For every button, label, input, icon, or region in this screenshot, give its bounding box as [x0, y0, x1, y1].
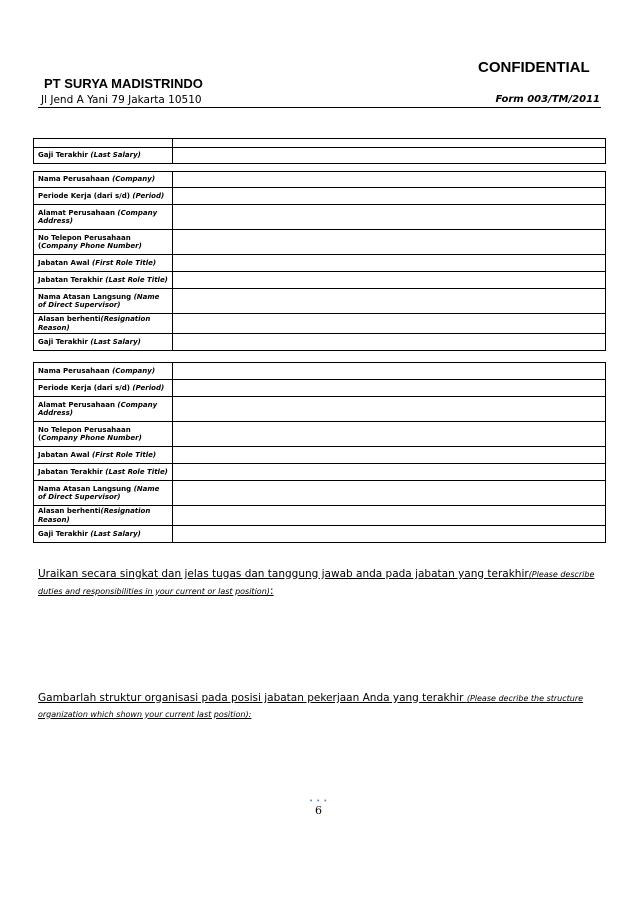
duties-prompt: [38, 565, 603, 599]
table-row: [34, 289, 606, 314]
field-label: [34, 230, 173, 255]
label-en: (Resignation Reason): [38, 315, 151, 332]
field-input[interactable]: [173, 447, 606, 464]
label-en: (Last Role Title): [105, 467, 168, 476]
field-input[interactable]: [173, 255, 606, 272]
page-number: 6: [315, 804, 322, 817]
label-en: (Period): [132, 191, 165, 200]
table-row: [34, 481, 606, 506]
label-id: Gaji Terakhir: [38, 151, 91, 160]
label-en: (Company Address): [38, 208, 158, 225]
label-id: Periode Kerja (dari s/d): [38, 383, 133, 392]
field-input[interactable]: [173, 363, 606, 380]
table-row: [34, 230, 606, 255]
table-row: [34, 188, 606, 205]
employment-history-table-1: [33, 171, 606, 351]
label-id: Jabatan Awal: [38, 450, 92, 459]
table-row: [34, 334, 606, 351]
field-input[interactable]: [173, 526, 606, 543]
header-divider: [38, 107, 601, 108]
field-label: [34, 526, 173, 543]
employment-history-table-2: [33, 362, 606, 543]
field-input[interactable]: [173, 481, 606, 506]
table-row: [34, 363, 606, 380]
org-prompt-id: Gambarlah struktur organisasi pada posisi jabatan pekerjaan Anda yang terakhir: [38, 692, 467, 704]
last-salary-table: [33, 138, 606, 164]
label-en: (Company): [112, 175, 156, 184]
field-label: [34, 139, 173, 148]
label-en: (Resignation Reason): [38, 507, 151, 524]
label-en: (Last Salary): [90, 529, 141, 538]
field-input[interactable]: [173, 422, 606, 447]
label-id: Alasan berhenti: [38, 315, 101, 323]
duties-prompt-en: (Please describe duties and responsibilities in your current or last position): [38, 570, 595, 596]
label-id: No Telepon Perusahaan (: [38, 233, 131, 250]
label-en: (Company Address): [38, 400, 158, 417]
table-row: [34, 422, 606, 447]
label-en: (Name of Direct Supervisor): [38, 292, 160, 309]
field-input[interactable]: [173, 230, 606, 255]
org-structure-prompt: [38, 689, 603, 721]
field-input[interactable]: [173, 205, 606, 230]
form-number: Form 003/TM/2011: [495, 94, 600, 105]
field-input[interactable]: [173, 172, 606, 188]
field-input[interactable]: [173, 380, 606, 397]
duties-prompt-colon: :: [269, 584, 274, 597]
field-label: [34, 314, 173, 334]
field-input[interactable]: [173, 139, 606, 148]
field-label: [34, 334, 173, 351]
table-row: [34, 397, 606, 422]
label-en: (Company): [112, 366, 156, 375]
label-id: Alamat Perusahaan: [38, 400, 118, 409]
field-label: [34, 506, 173, 526]
field-label: [34, 447, 173, 464]
table-row: [34, 139, 606, 148]
label-en: (Name of Direct Supervisor): [38, 484, 160, 501]
label-en: (Last Salary): [90, 337, 141, 346]
field-label: [34, 148, 173, 164]
confidential-label: CONFIDENTIAL: [478, 59, 590, 76]
label-en: (Last Role Title): [105, 275, 168, 284]
label-id: Nama Perusahaan: [38, 366, 113, 375]
label-id: Nama Atasan Langsung: [38, 484, 134, 493]
company-name: PT SURYA MADISTRINDO: [44, 76, 203, 91]
table-row: [34, 172, 606, 188]
field-label: [34, 380, 173, 397]
table-row: [34, 526, 606, 543]
field-label: [34, 272, 173, 289]
label-id: Gaji Terakhir: [38, 337, 91, 346]
field-input[interactable]: [173, 314, 606, 334]
field-input[interactable]: [173, 506, 606, 526]
table-row: [34, 314, 606, 334]
label-id: Nama Perusahaan: [38, 175, 113, 184]
label-id: Jabatan Awal: [38, 258, 92, 267]
field-label: [34, 481, 173, 506]
table-row: [34, 148, 606, 164]
field-label: [34, 255, 173, 272]
company-address: Jl Jend A Yani 79 Jakarta 10510: [41, 94, 202, 106]
label-id: Alamat Perusahaan: [38, 208, 118, 217]
label-en: (First Role Title): [92, 258, 157, 267]
label-id: Periode Kerja (dari s/d): [38, 191, 133, 200]
table-row: [34, 255, 606, 272]
label-en: Company Phone Number): [41, 434, 142, 442]
label-en: (First Role Title): [92, 450, 157, 459]
org-prompt-en: (Please decribe the structure organization which shown your current last position):: [38, 694, 584, 719]
field-label: [34, 422, 173, 447]
field-label: [34, 289, 173, 314]
label-en: (Last Salary): [90, 151, 141, 160]
table-row: [34, 205, 606, 230]
table-row: [34, 380, 606, 397]
label-id: Jabatan Terakhir: [38, 467, 106, 476]
label-id: Jabatan Terakhir: [38, 275, 106, 284]
field-label: [34, 205, 173, 230]
table-row: [34, 464, 606, 481]
label-id: No Telepon Perusahaan (: [38, 425, 131, 442]
label-id: Gaji Terakhir: [38, 529, 91, 538]
label-en: (Period): [132, 383, 165, 392]
field-label: [34, 172, 173, 188]
field-input[interactable]: [173, 272, 606, 289]
field-input[interactable]: [173, 188, 606, 205]
table-row: [34, 506, 606, 526]
label-id: Alasan berhenti: [38, 507, 101, 515]
label-en: Company Phone Number): [41, 242, 142, 250]
duties-prompt-id: Uraikan secara singkat dan jelas tugas dan tanggung jawab anda pada jabatan yang terakhir: [38, 568, 529, 580]
field-label: [34, 188, 173, 205]
field-input[interactable]: [173, 464, 606, 481]
field-label: [34, 397, 173, 422]
field-label: [34, 464, 173, 481]
field-input[interactable]: [173, 334, 606, 351]
label-id: Nama Atasan Langsung: [38, 292, 134, 301]
field-input[interactable]: [173, 397, 606, 422]
field-input[interactable]: [173, 289, 606, 314]
field-input[interactable]: [173, 148, 606, 164]
field-label: [34, 363, 173, 380]
table-row: [34, 447, 606, 464]
footer-dots-icon: •••: [309, 797, 331, 805]
table-row: [34, 272, 606, 289]
